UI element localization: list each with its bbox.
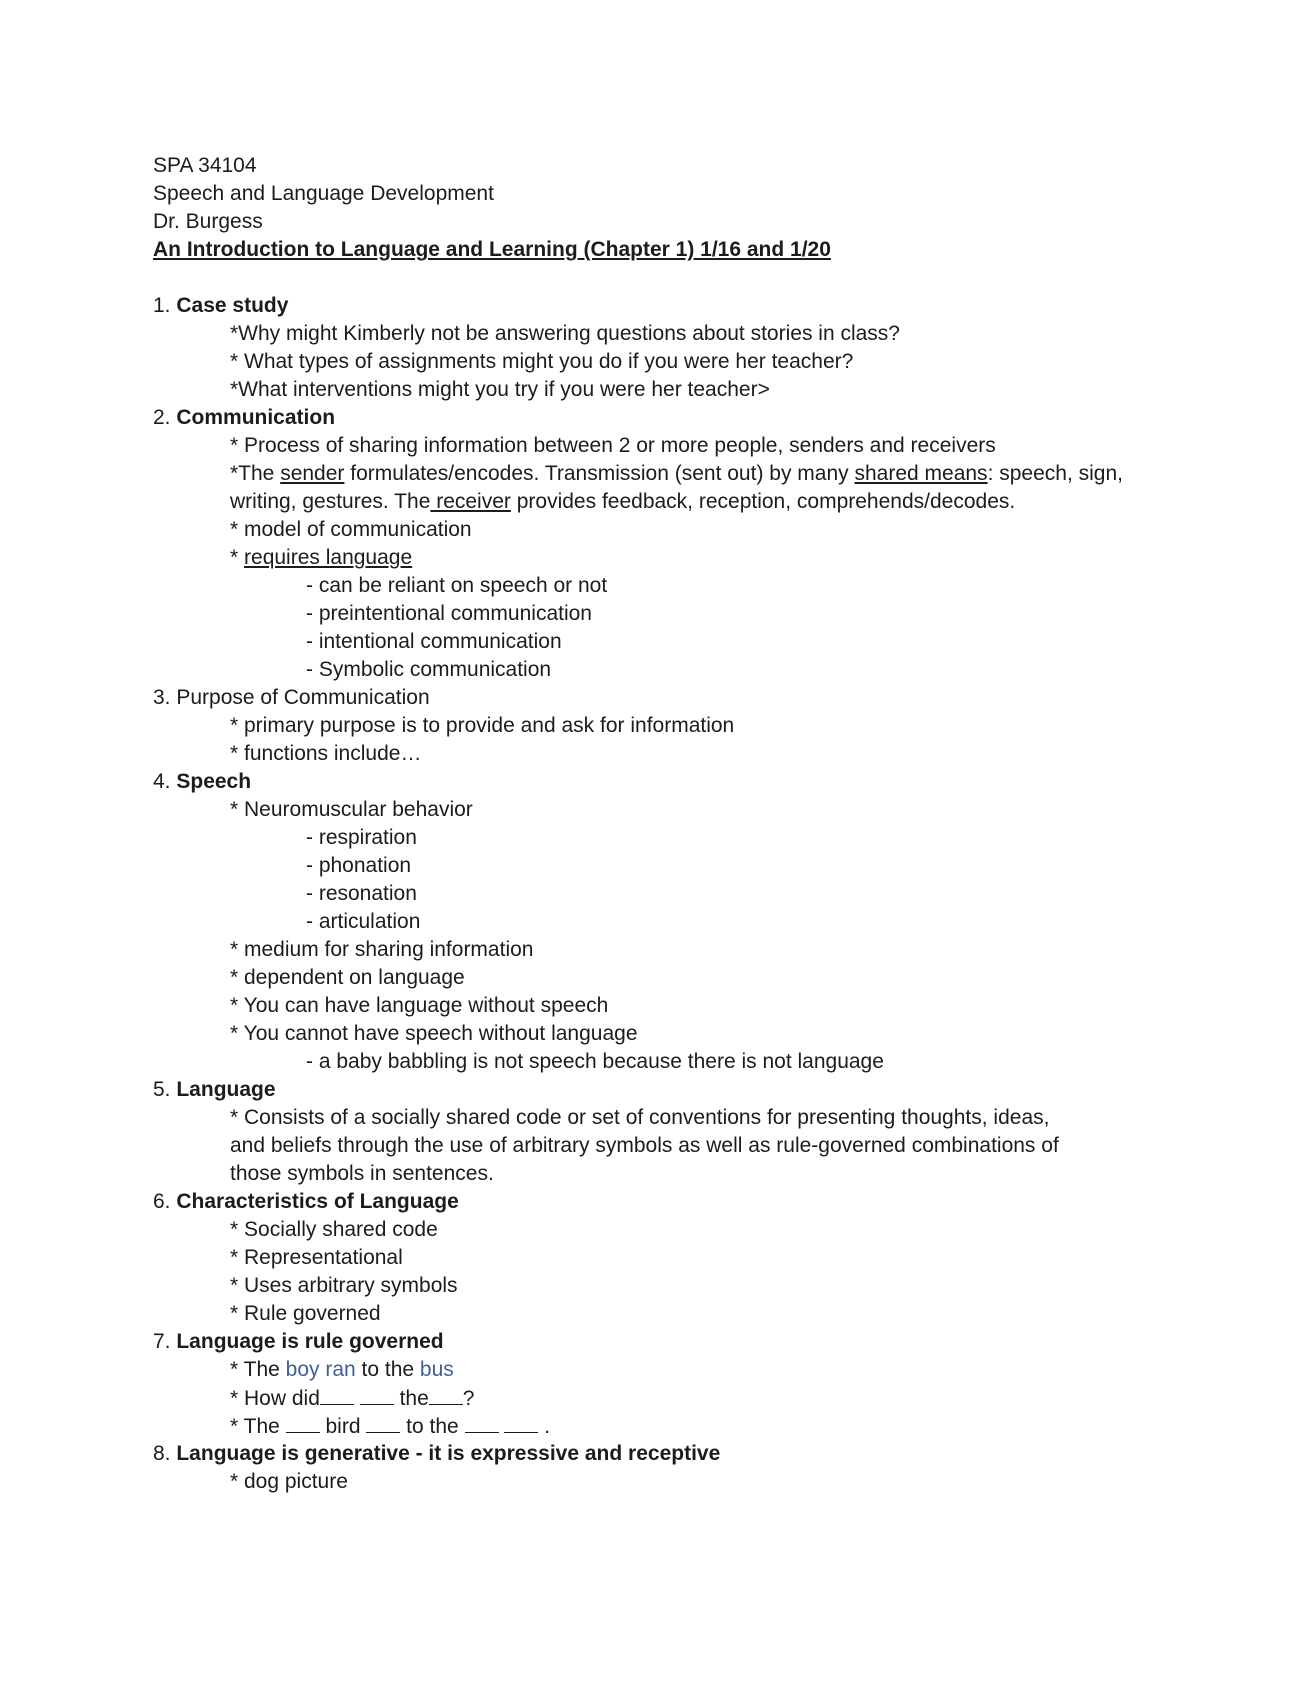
section-heading-communication	[153, 404, 1163, 432]
example-fill-in	[153, 1412, 1163, 1440]
bullet-item: * Neuromuscular behavior	[230, 798, 473, 821]
bullet-item: * Representational	[230, 1246, 403, 1269]
highlighted-word: bus	[419, 1358, 454, 1381]
sub-item: - respiration	[306, 826, 417, 849]
course-code: SPA 34104	[153, 154, 257, 177]
text-run: : speech, sign, writing, gestures. The	[230, 462, 1123, 513]
section-title: Language is rule governed	[176, 1330, 444, 1353]
section-number: 6.	[153, 1190, 177, 1213]
section-heading-purpose: 3. Purpose of Communication	[153, 686, 430, 709]
text-run: ?	[462, 1387, 475, 1410]
sub-item: - preintentional communication	[306, 602, 592, 625]
text-run: the	[399, 1387, 429, 1410]
sub-item: - Symbolic communication	[306, 658, 552, 681]
bullet-item: * What types of assignments might you do if you were her teacher?	[230, 350, 854, 373]
example-fill-in	[153, 1384, 1163, 1412]
blank-line	[504, 1412, 538, 1433]
document-title	[153, 236, 1163, 264]
bullet-item: * You can have language without speech	[230, 994, 609, 1017]
section-title: Communication	[176, 406, 336, 429]
text-run: *The	[230, 462, 281, 485]
bullet-item: * Process of sharing information between 2 or more people, senders and receivers	[230, 434, 996, 457]
section-number: 8.	[153, 1442, 177, 1465]
bullet-item: * You cannot have speech without language	[230, 1022, 638, 1045]
instructor-name: Dr. Burgess	[153, 210, 263, 233]
section-heading-language	[153, 1076, 1163, 1104]
section-heading-case-study	[153, 292, 1163, 320]
highlighted-word: boy ran	[285, 1358, 356, 1381]
receiver-term: receiver	[430, 490, 511, 513]
requires-language-term: requires language	[244, 546, 413, 569]
section-heading-speech	[153, 768, 1163, 796]
blank-line	[366, 1412, 400, 1433]
blank-line	[360, 1384, 394, 1405]
section-heading-rule-governed	[153, 1328, 1163, 1356]
section-number: 5.	[153, 1078, 177, 1101]
bullet-marker: *	[230, 546, 245, 569]
sub-item: - can be reliant on speech or not	[306, 574, 608, 597]
bullet-item-requires-language	[153, 544, 1163, 572]
sub-item: - resonation	[306, 882, 417, 905]
blank-line	[465, 1412, 499, 1433]
text-run: bird	[319, 1415, 367, 1438]
bullet-item: * model of communication	[230, 518, 472, 541]
bullet-item-definition: * Consists of a socially shared code or set of conventions for presenting thoughts, ideas, and beliefs through the use of arbitrary symbols as well as rule-governed combinations of those symbols in sentences.	[230, 1106, 1059, 1185]
bullet-item: * dog picture	[230, 1470, 348, 1493]
section-number: 7.	[153, 1330, 177, 1353]
text-run: * The	[230, 1358, 286, 1381]
lecture-notes	[153, 152, 1163, 1496]
sub-item: - phonation	[306, 854, 412, 877]
sub-item: - articulation	[306, 910, 421, 933]
sub-item: - intentional communication	[306, 630, 562, 653]
bullet-item: *Why might Kimberly not be answering questions about stories in class?	[230, 322, 900, 345]
blank-line	[429, 1384, 463, 1405]
bullet-item: * Rule governed	[230, 1302, 381, 1325]
sender-term: sender	[280, 462, 345, 485]
section-heading-characteristics	[153, 1188, 1163, 1216]
section-title: Characteristics of Language	[176, 1190, 459, 1213]
course-name: Speech and Language Development	[153, 182, 494, 205]
blank-line	[320, 1384, 354, 1405]
section-title: Language	[176, 1078, 276, 1101]
bullet-item: * Socially shared code	[230, 1218, 438, 1241]
section-heading-generative	[153, 1440, 1163, 1468]
bullet-item: * functions include…	[230, 742, 422, 765]
section-number: 1.	[153, 294, 177, 317]
section-title: Language is generative - it is expressive and receptive	[176, 1442, 721, 1465]
bullet-item: *What interventions might you try if you were her teacher>	[230, 378, 770, 401]
text-run: to the	[400, 1415, 465, 1438]
bullet-item: * primary purpose is to provide and ask for information	[230, 714, 735, 737]
section-number: 4.	[153, 770, 177, 793]
bullet-item: * Uses arbitrary symbols	[230, 1274, 458, 1297]
text-run: * The	[230, 1415, 286, 1438]
text-run: * How did	[230, 1387, 320, 1410]
section-title: Speech	[176, 770, 252, 793]
text-run: provides feedback, reception, comprehends/decodes.	[510, 490, 1016, 513]
bullet-item-sender-receiver	[153, 460, 1163, 516]
blank-line	[286, 1412, 320, 1433]
text-run: formulates/encodes. Transmission (sent out) by many	[344, 462, 855, 485]
text-run: to the	[355, 1358, 420, 1381]
section-title: Case study	[176, 294, 289, 317]
bullet-item: * dependent on language	[230, 966, 465, 989]
spacer	[153, 264, 1163, 292]
shared-means-term: shared means	[854, 462, 988, 485]
sub-item: - a baby babbling is not speech because there is not language	[306, 1050, 884, 1073]
bullet-item: * medium for sharing information	[230, 938, 534, 961]
section-number: 2.	[153, 406, 177, 429]
text-run: .	[538, 1415, 551, 1438]
example-sentence	[153, 1356, 1163, 1384]
document-title-text: An Introduction to Language and Learning (Chapter 1) 1/16 and 1/20	[153, 238, 831, 261]
